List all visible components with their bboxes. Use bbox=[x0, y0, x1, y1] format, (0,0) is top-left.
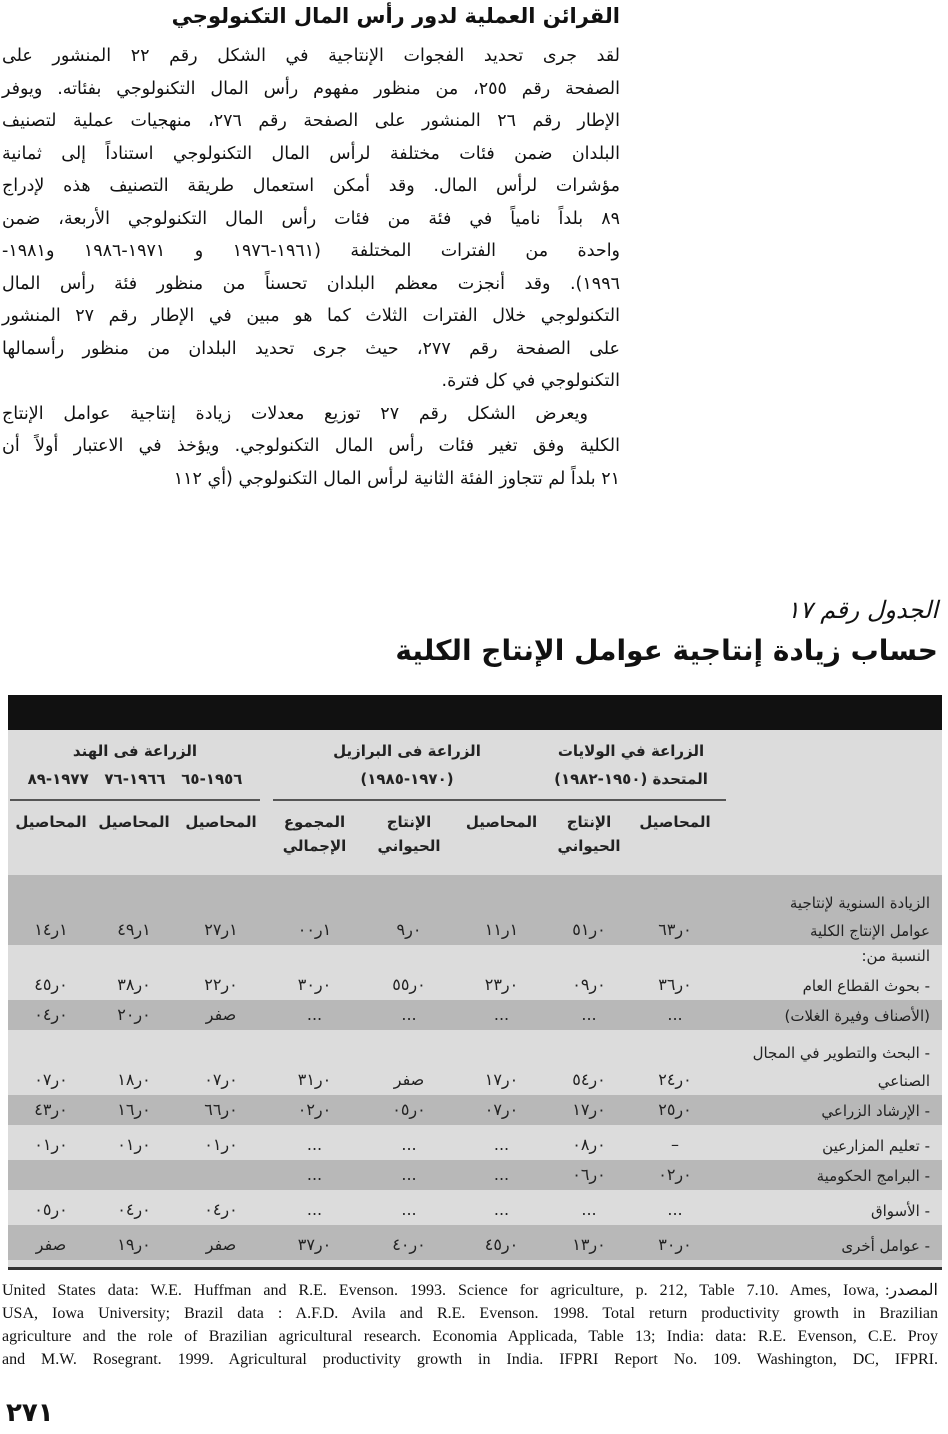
table-cell: ٠ر٠٤ bbox=[204, 1200, 238, 1219]
table-cell: ... bbox=[401, 1165, 417, 1184]
table-row bbox=[8, 1190, 942, 1225]
row-label-line: (الأصناف وفيرة الغلات) bbox=[784, 1007, 930, 1025]
text-line: البلدان ضمن فئات مختلفة لرأس المال التكنولوجي استناداً إلى ثمانية bbox=[2, 143, 620, 164]
table-cell: ٠ر٠٧ bbox=[484, 1100, 519, 1119]
column-header: الإنتاج الحيواني bbox=[557, 813, 621, 855]
source-line: USA, Iowa University; Brazil data : A.F.D. Avila and R.E. Evenson. 1998. Total return productivity growth in Brazilian bbox=[2, 1305, 938, 1322]
table-cell: ٠ر٢٤ bbox=[658, 1070, 692, 1089]
text-line: الإطار رقم ٢٦ المنشور على الصفحة رقم ٢٧٦، منهجيات عملية لتصنيف bbox=[2, 111, 620, 131]
table-cell: صفر bbox=[205, 1005, 237, 1024]
table-cell: ٠ر١٨ bbox=[117, 1070, 151, 1089]
table-cell: ... bbox=[306, 1005, 323, 1024]
column-header: المحاصيل bbox=[98, 813, 170, 831]
table-cell: ٠ر٢٠ bbox=[117, 1005, 151, 1024]
table-cell: صفر bbox=[205, 1235, 237, 1254]
group-brazil bbox=[273, 737, 541, 801]
table-cell: ٠ر٤٣ bbox=[34, 1100, 68, 1119]
table-cell: ٠ر٣٠ bbox=[658, 1235, 692, 1254]
row-label-line: عوامل الإنتاج الكلية bbox=[809, 922, 930, 940]
table-cell: صفر bbox=[35, 1235, 67, 1254]
column-header: المجموع الإجمالي bbox=[282, 813, 347, 855]
source-label: المصدر: bbox=[884, 1282, 938, 1299]
row-label bbox=[720, 1197, 942, 1225]
table-cell: ٠ر٠٤ bbox=[34, 1005, 68, 1024]
table-cell: ... bbox=[401, 1005, 417, 1024]
table-cell: ٠ر٢٢ bbox=[204, 975, 238, 994]
table-row bbox=[8, 875, 942, 945]
row-label-line: الزيادة السنوية لإنتاجية bbox=[789, 894, 930, 912]
table-cell: ١ر١١ bbox=[484, 920, 519, 939]
table-cell: ... bbox=[401, 1200, 417, 1219]
table-cell: ٠ر٠٥ bbox=[34, 1200, 68, 1219]
table-cell: ٠ر٩ bbox=[396, 920, 422, 939]
table-cell: ... bbox=[493, 1200, 510, 1219]
table-cell: ٠ر٣٦ bbox=[658, 975, 692, 994]
table-cell: ١ر٠٠ bbox=[297, 920, 332, 939]
column-header: المحاصيل bbox=[15, 813, 87, 831]
table-header-bar bbox=[8, 695, 942, 730]
row-label bbox=[720, 972, 942, 1000]
table-cell: ... bbox=[306, 1135, 323, 1154]
table-cell: ٠ر٢٣ bbox=[484, 975, 519, 994]
table-row bbox=[8, 970, 942, 1000]
text-line: على الصفحة رقم ٢٧٧، حيث جرى تحديد البلدان من منظور رأسمالها bbox=[2, 338, 620, 359]
table-row bbox=[8, 1000, 942, 1030]
source-note bbox=[2, 1279, 938, 1371]
table-cell: ٠ر١٦ bbox=[117, 1100, 151, 1119]
text-line: التكنولوجي في كل فترة. bbox=[441, 371, 620, 391]
table-cell: ٠ر٥٤ bbox=[572, 1070, 606, 1089]
table-cell: ٠ر٥٥ bbox=[392, 975, 426, 994]
table-row bbox=[8, 1225, 942, 1260]
column-header: المحاصيل bbox=[185, 813, 257, 831]
column-header: المحاصيل bbox=[465, 813, 538, 831]
table-cell: ٠ر١٣ bbox=[572, 1235, 606, 1254]
table-cell: ٠ر٠٨ bbox=[572, 1135, 606, 1154]
table-title: حساب زيادة إنتاجية عوامل الإنتاج الكلية bbox=[395, 634, 938, 667]
table-cell: ٠ر٠٧ bbox=[34, 1070, 68, 1089]
table-cell: ٠ر٠٥ bbox=[392, 1100, 426, 1119]
table-cell: ... bbox=[667, 1005, 683, 1024]
row-label bbox=[720, 1232, 942, 1260]
table-cell: ... bbox=[306, 1200, 323, 1219]
table-cell: ٠ر٣٠ bbox=[297, 975, 332, 994]
column-header: المحاصيل bbox=[639, 813, 711, 831]
group-title: الزراعة في الولايات bbox=[557, 742, 705, 760]
table-cell: ... bbox=[493, 1135, 510, 1154]
table-cell: ١ر٤٩ bbox=[117, 920, 151, 939]
row-label-line: - البرامج الحكومية bbox=[816, 1167, 930, 1185]
row-label-line: - الإرشاد الزراعي bbox=[821, 1102, 930, 1120]
table-cell: ١ر٢٧ bbox=[204, 920, 238, 939]
row-label-line: - تعليم المزارعين bbox=[822, 1137, 930, 1155]
table-cell: ٠ر٣٨ bbox=[117, 975, 151, 994]
source-line: and M.W. Rosegrant. 1999. Agricultural productivity growth in India. IFPRI Report No. 109. Washington, DC, IFPRI. bbox=[2, 1351, 938, 1368]
text-line: لقد جرى تحديد الفجوات الإنتاجية في الشكل رقم ٢٢ المنشور على bbox=[2, 46, 620, 66]
row-label bbox=[720, 1132, 942, 1160]
table-cell: ٠ر٣٧ bbox=[297, 1235, 332, 1254]
row-label-line: - الأسواق bbox=[870, 1202, 930, 1220]
row-label bbox=[720, 1097, 942, 1125]
row-label-line: الصناعي bbox=[877, 1072, 930, 1090]
row-label bbox=[720, 1039, 942, 1095]
table-row bbox=[8, 1160, 942, 1190]
table-cell: ٠ر٠٢ bbox=[297, 1100, 332, 1119]
table-cell: ٠ر٤٠ bbox=[392, 1235, 426, 1254]
text-line: ٢١ بلداً لم تتجاوز الفئة الثانية لرأس المال التكنولوجي (أي ١١٢ bbox=[173, 468, 620, 489]
table-cell: ٠ر٥١ bbox=[572, 920, 606, 939]
body-text bbox=[2, 40, 620, 495]
source-line: agriculture and the role of Brazilian agricultural research. Economia Applicada, Table 13; India: data: R.E. Evenson, C.E. Proy bbox=[2, 1328, 938, 1345]
table-cell: ... bbox=[493, 1165, 510, 1184]
table-cell: ٠ر٦٣ bbox=[658, 920, 692, 939]
table-cell: – bbox=[671, 1135, 679, 1154]
table-row bbox=[8, 1125, 942, 1160]
table-cell: ٠ر٠٦ bbox=[572, 1165, 606, 1184]
table-row bbox=[8, 1095, 942, 1125]
table-cell: ٠ر١٧ bbox=[572, 1100, 606, 1119]
table-cell: صفر bbox=[393, 1070, 425, 1089]
table-cell: ٠ر١٧ bbox=[484, 1070, 519, 1089]
table-cell: ٠ر٦٦ bbox=[204, 1100, 238, 1119]
tfp-table bbox=[8, 695, 942, 1270]
group-period: (١٩٧٠-١٩٨٥) bbox=[360, 770, 454, 788]
row-label-line: - البحث والتطوير في المجال bbox=[752, 1044, 930, 1062]
table-number: الجدول رقم ١٧ bbox=[786, 596, 938, 624]
table-row bbox=[8, 945, 942, 970]
table-cell: ٠ر٠٧ bbox=[204, 1070, 238, 1089]
page-number: ٢٧١ bbox=[6, 1398, 54, 1428]
group-period: ١٩٥٦-٦٥ ١٩٦٦-٧٦ ١٩٧٧-٨٩ bbox=[27, 770, 243, 788]
text-line: واحدة من الفترات المختلفة (١٩٦١-١٩٧٦ و ١٩٧١-١٩٨٦ و١٩٨١- bbox=[2, 241, 621, 261]
group-india bbox=[10, 737, 260, 801]
row-label bbox=[720, 942, 942, 970]
table-cell: ١ر١٤ bbox=[34, 920, 68, 939]
source-line bbox=[2, 1279, 938, 1302]
row-label-line: - عوامل أخرى bbox=[841, 1237, 930, 1255]
text-line: ويعرض الشكل رقم ٢٧ توزيع معدلات زيادة إنتاجية عوامل الإنتاج bbox=[2, 403, 588, 424]
text-line: ٨٩ بلداً نامياً في فئة من فئات رأس المال التكنولوجي الأربعة، ضمن bbox=[2, 208, 620, 229]
table-cell: ٠ر٣١ bbox=[297, 1070, 332, 1089]
column-header: الإنتاج الحيواني bbox=[377, 813, 441, 855]
text-line: الصفحة رقم ٢٥٥، من منظور مفهوم رأس المال التكنولوجي بفئاته. ويوفر bbox=[2, 78, 620, 99]
table-cell: ٠ر٠١ bbox=[34, 1135, 68, 1154]
table-cell: ٠ر٠٩ bbox=[572, 975, 606, 994]
table-cell: ٠ر٤٥ bbox=[484, 1235, 519, 1254]
text-line: مؤشرات لرأس المال. وقد أمكن استعمال طريقة التصنيف هذه لإدراج bbox=[2, 176, 620, 196]
group-period: المتحدة (١٩٥٠-١٩٨٢) bbox=[554, 770, 708, 788]
row-label bbox=[720, 1002, 942, 1030]
group-usa bbox=[536, 737, 726, 801]
text-line: التكنولوجي خلال الفترات الثلاث كما هو مبين في الإطار رقم ٢٧ المنشور bbox=[2, 306, 621, 326]
table-cell: ٠ر٤٥ bbox=[34, 975, 68, 994]
table-cell: ... bbox=[667, 1200, 683, 1219]
row-label-line: النسبة من: bbox=[861, 947, 930, 965]
table-cell: ٠ر٢٥ bbox=[658, 1100, 692, 1119]
table-cell: ... bbox=[493, 1005, 510, 1024]
table-cell: ... bbox=[401, 1135, 417, 1154]
table-cell: ٠ر٠٤ bbox=[117, 1200, 151, 1219]
group-title: الزراعة فى الهند bbox=[72, 742, 198, 760]
row-label-line: - بحوث القطاع العام bbox=[802, 977, 930, 995]
table-cell: ... bbox=[306, 1165, 323, 1184]
row-label bbox=[720, 889, 942, 945]
text-line: ١٩٩٦). وقد أنجزت معظم البلدان تحسناً من منظور فئة رأس المال bbox=[2, 273, 620, 294]
table-cell: ٠ر٠١ bbox=[204, 1135, 238, 1154]
table-cell: ٠ر١٩ bbox=[117, 1235, 151, 1254]
row-label bbox=[720, 1162, 942, 1190]
section-heading: القرائن العملية لدور رأس المال التكنولوجي bbox=[171, 4, 620, 28]
table-cell: ٠ر٠١ bbox=[117, 1135, 151, 1154]
table-cell: ... bbox=[581, 1005, 597, 1024]
text-line: الكلية وفق تغير فئات رأس المال التكنولوجي. ويؤخذ في الاعتبار أولاً أن bbox=[2, 436, 620, 456]
source-text: United States data: W.E. Huffman and R.E. Evenson. 1993. Science for agriculture, p. 212, Table 7.10. Ames, Iowa, bbox=[2, 1282, 879, 1299]
group-title: الزراعة فى البرازيل bbox=[333, 742, 481, 760]
table-row bbox=[8, 1030, 942, 1095]
table-cell: ٠ر٠٢ bbox=[658, 1165, 692, 1184]
table-cell: ... bbox=[581, 1200, 597, 1219]
